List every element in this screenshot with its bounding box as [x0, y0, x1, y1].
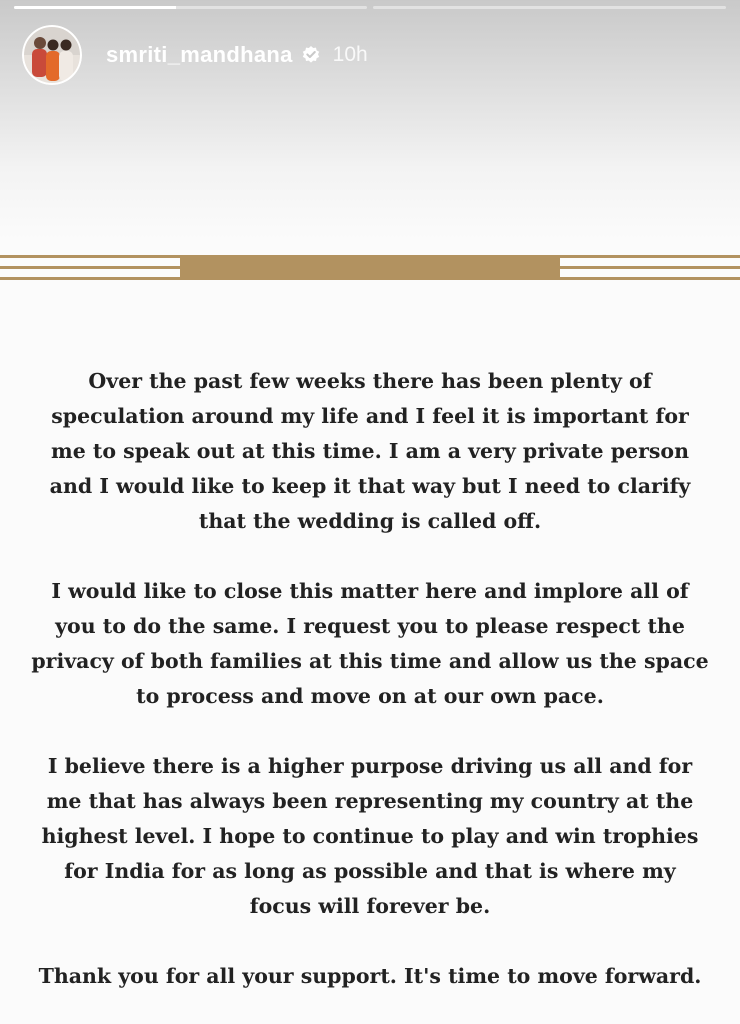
statement-paragraph: I would like to close this matter here and implore all of you to do the same. I request you to please respect the privacy of both families at this time and allow us the space to process and move on at our own pace. [31, 579, 709, 708]
story-timestamp: 10h [332, 43, 368, 66]
story-progress-segment [373, 6, 726, 9]
statement-paragraph: I believe there is a higher purpose driving us all and for me that has always been representing my country at the highest level. I hope to continue to play and win trophies for India for as long as possible and that is where my focus will forever be. [41, 754, 699, 918]
verified-badge-icon [301, 45, 321, 65]
avatar[interactable] [22, 25, 82, 85]
decorative-divider [0, 254, 740, 282]
story-header [22, 24, 368, 86]
story-progress [14, 6, 726, 9]
username[interactable]: smriti_mandhana [106, 42, 293, 67]
statement-paragraph: Thank you for all your support. It's time to move forward. [38, 964, 702, 988]
statement-text [20, 364, 720, 1024]
story-progress-segment [14, 6, 367, 9]
statement-paragraph: Over the past few weeks there has been plenty of speculation around my life and I feel it is important for me to speak out at this time. I am a very private person and I would like to keep it that way but I need to clarify that the wedding is called off. [49, 369, 691, 533]
story-progress-fill [14, 6, 176, 9]
